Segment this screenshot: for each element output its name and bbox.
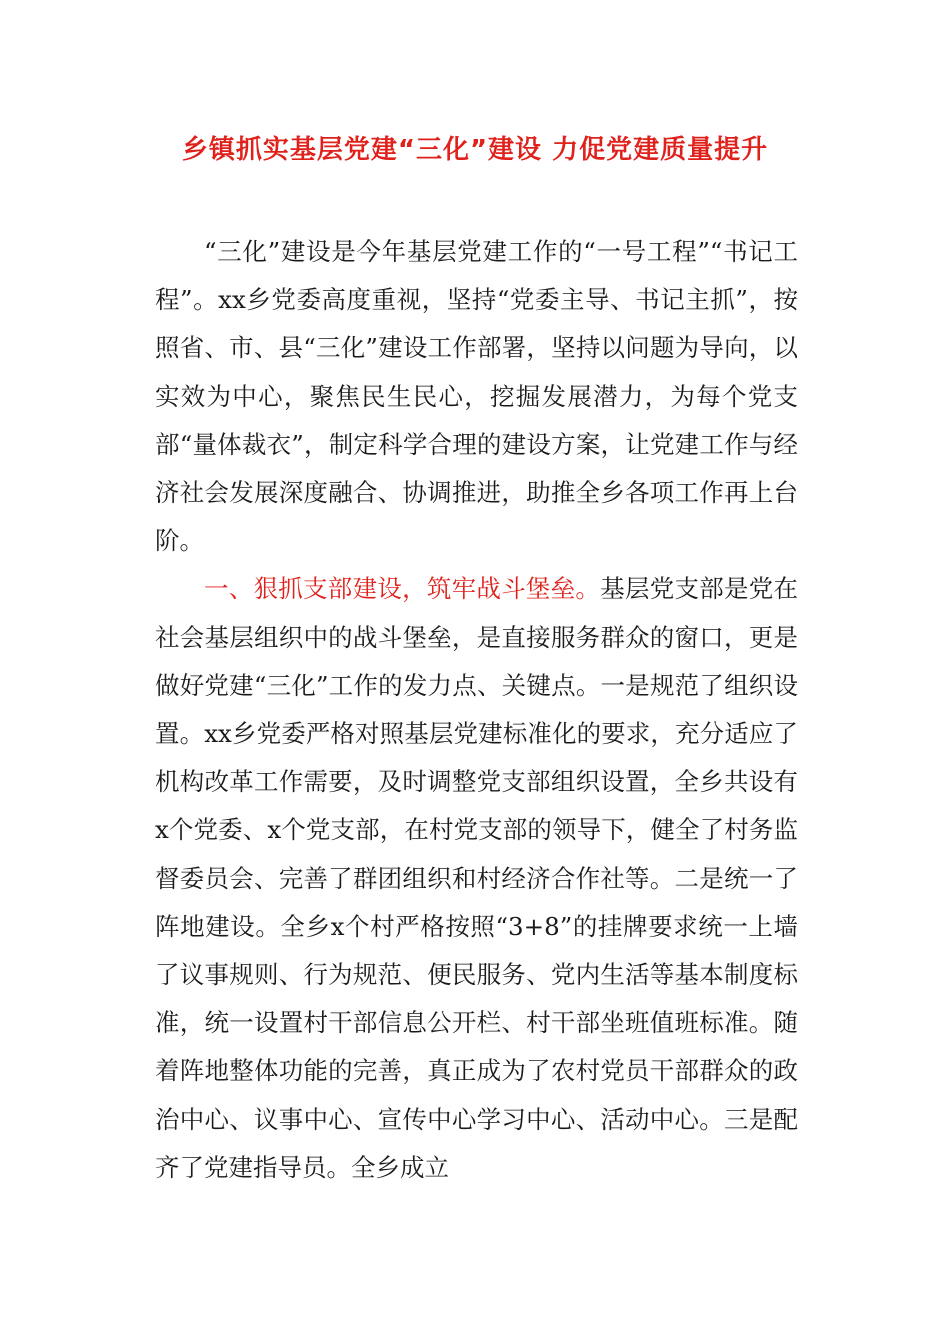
document-title: 乡镇抓实基层党建“三化”建设 力促党建质量提升 (181, 135, 769, 165)
paragraph-text: 基层党支部是党在社会基层组织中的战斗堡垒，是直接服务群众的窗口，更是做好党建“三化”工作的发力点、关键点。一是规范了组织设置。xx乡党委严格对照基层党建标准化的要求，充分适应了机构改革工作需要，及时调整党支部组织设置，全乡共设有x个党委、x个党支部，在村党支部的领导下，健全了村务监督委员会、完善了群团组织和村经济合作社等。二是统一了阵地建设。全乡x个村严格按照“3+8”的挂牌要求统一上墙了议事规则、行为规范、便民服务、党内生活等基本制度标准，统一设置村干部信息公开栏、村干部坐班值班标准。随着阵地整体功能的完善，真正成为了农村党员干部群众的政治中心、议事中心、宣传中心学习中心、活动中心。三是配齐了党建指导员。全乡成立 (155, 574, 799, 1182)
document-body (155, 228, 798, 1192)
paragraph-intro (155, 228, 798, 565)
paragraph-text: “三化”建设是今年基层党建工作的“一号工程”“书记工程”。xx乡党委高度重视，坚持“党委主导、书记主抓”，按照省、市、县“三化”建设工作部署，坚持以问题为导向，以实效为中心，聚焦民生民心，挖掘发展潜力，为每个党支部“量体裁衣”，制定科学合理的建设方案，让党建工作与经济社会发展深度融合、协调推进，助推全乡各项工作再上台阶。 (155, 237, 798, 556)
paragraph-section-1 (155, 565, 798, 1192)
section-heading: 一、狠抓支部建设，筑牢战斗堡垒。 (204, 574, 601, 604)
